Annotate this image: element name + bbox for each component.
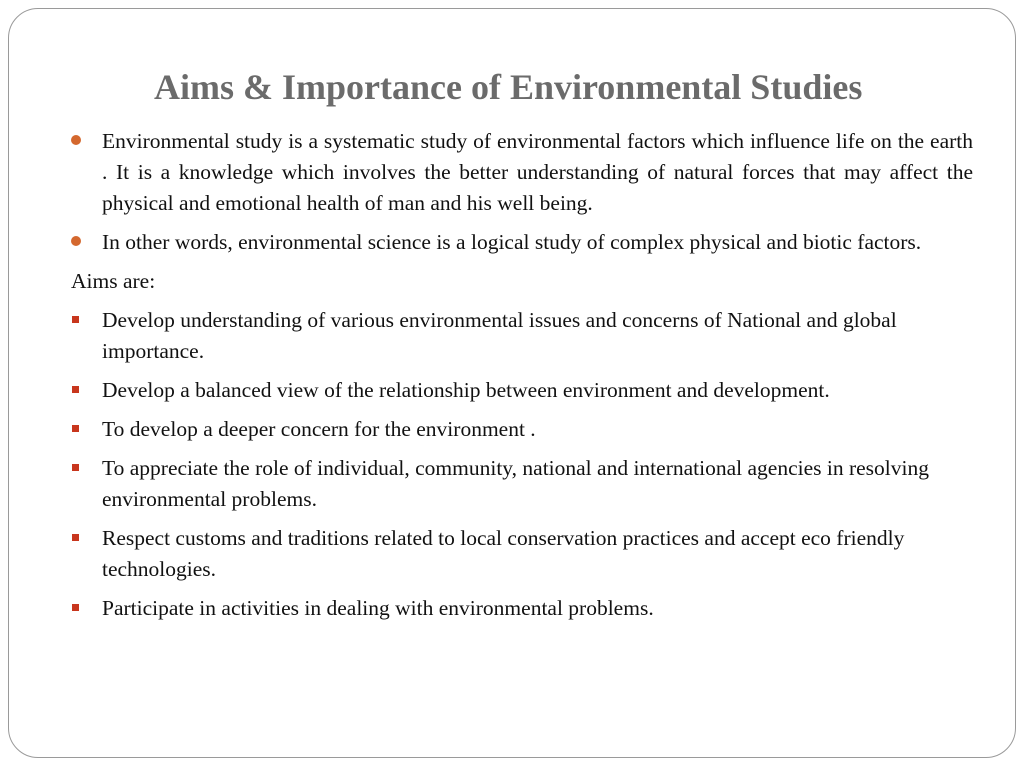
aim-item	[71, 593, 973, 624]
round-bullet-icon	[71, 236, 81, 246]
aims-heading: Aims are:	[71, 269, 156, 293]
slide-body	[71, 126, 973, 632]
aim-item-text: Develop understanding of various environmental issues and concerns of National and global importance.	[102, 308, 897, 363]
aim-item-text: Participate in activities in dealing with environmental problems.	[102, 596, 654, 620]
slide-title: Aims & Importance of Environmental Studies	[154, 67, 863, 107]
slide-frame	[8, 8, 1016, 758]
aim-item	[71, 414, 973, 445]
aim-item	[71, 305, 973, 367]
square-bullet-icon	[72, 534, 79, 541]
aim-item-text: Develop a balanced view of the relationship between environment and development.	[102, 378, 830, 402]
aim-item-text: To appreciate the role of individual, community, national and international agencies in resolving environmental problems.	[102, 456, 929, 511]
aim-item-text: Respect customs and traditions related to local conservation practices and accept eco friendly technologies.	[102, 526, 905, 581]
intro-bullet-text: In other words, environmental science is a logical study of complex physical and biotic factors.	[102, 230, 922, 254]
round-bullet-icon	[71, 135, 81, 145]
square-bullet-icon	[72, 316, 79, 323]
intro-bullet	[71, 227, 973, 258]
aim-item	[71, 375, 973, 406]
aim-item-text: To develop a deeper concern for the environment .	[102, 417, 536, 441]
aim-item	[71, 453, 973, 515]
square-bullet-icon	[72, 386, 79, 393]
intro-bullet	[71, 126, 973, 219]
intro-bullet-text: Environmental study is a systematic study of environmental factors which influence life on the earth . It is a knowledge which involves the better understanding of natural forces that may affect the physical and emotional health of man and his well being.	[102, 129, 973, 215]
square-bullet-icon	[72, 464, 79, 471]
aim-item	[71, 523, 973, 585]
square-bullet-icon	[72, 425, 79, 432]
square-bullet-icon	[72, 604, 79, 611]
